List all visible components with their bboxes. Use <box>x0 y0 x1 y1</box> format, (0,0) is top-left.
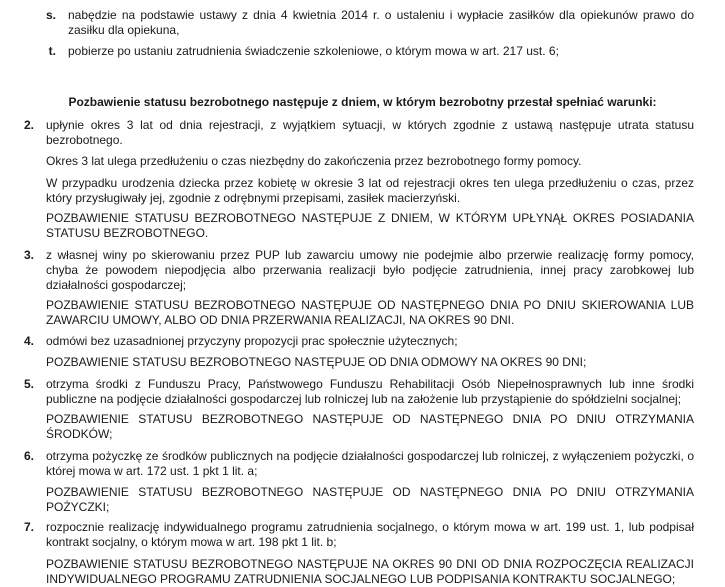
item-paragraph-rule: POZBAWIENIE STATUSU BEZROBOTNEGO NASTĘPUJE OD NASTĘPNEGO DNIA PO DNIU OTRZYMANIA ŚRODKÓW; <box>46 412 694 441</box>
section-heading: Pozbawienie statusu bezrobotnego następuje z dniem, w którym bezrobotny przestał spełniać warunki: <box>68 95 657 109</box>
item-marker: 4. <box>23 334 34 348</box>
item-text: nabędzie na podstawie ustawy z dnia 4 kwietnia 2014 r. o ustaleniu i wypłacie zasiłków dla opiekunów prawo do zasiłku dla opiekuna, <box>68 8 694 37</box>
item-paragraph-rule: POZBAWIENIE STATUSU BEZROBOTNEGO NASTĘPUJE OD NASTĘPNEGO DNIA PO DNIU OTRZYMANIA POŻYCZKI; <box>46 485 694 514</box>
item-paragraph-rule: POZBAWIENIE STATUSU BEZROBOTNEGO NASTĘPUJE Z DNIEM, W KTÓRYM UPŁYNĄŁ OKRES POSIADANIA STATUSU BEZROBOTNEGO. <box>46 211 694 240</box>
item-marker: 5. <box>23 377 34 391</box>
item-marker: 6. <box>23 449 34 463</box>
item-paragraph: Okres 3 lat ulega przedłużeniu o czas niezbędny do zakończenia przez bezrobotnego formy pomocy. <box>46 154 582 168</box>
item-paragraph: odmówi bez uzasadnionej przyczyny propozycji prac społecznie użytecznych; <box>46 334 458 348</box>
item-paragraph: W przypadku urodzenia dziecka przez kobietę w okresie 3 lat od rejestracji okres ten ulega przedłużeniu o czas, przez który przysługiwały jej, zgodnie z odrębnymi przepisami, zasiłek macierzyński. <box>46 176 694 205</box>
item-paragraph: upłynie okres 3 lat od dnia rejestracji, z wyjątkiem sytuacji, w których zgodnie z ustawą następuje utrata statusu bezrobotnego. <box>46 118 694 147</box>
item-paragraph: otrzyma środki z Funduszu Pracy, Państwowego Funduszu Rehabilitacji Osób Niepełnosprawnych lub inne środki publiczne na podjęcie działalności gospodarczej lub rolniczej lub na założenie lub przystąpienie do spółdzielni socjalnej; <box>46 377 694 406</box>
item-text: pobierze po ustaniu zatrudnienia świadczenie szkoleniowe, o którym mowa w art. 217 ust. 6; <box>68 44 559 58</box>
item-paragraph-rule: POZBAWIENIE STATUSU BEZROBOTNEGO NASTĘPUJE OD NASTĘPNEGO DNIA PO DNIU SKIEROWANIA LUB ZAWARCIU UMOWY, ALBO OD DNIA PRZERWANIA REALIZACJI, NA OKRES 90 DNI. <box>46 298 694 327</box>
item-marker: 7. <box>23 520 34 534</box>
item-paragraph-rule: POZBAWIENIE STATUSU BEZROBOTNEGO NASTĘPUJE OD DNIA ODMOWY NA OKRES 90 DNI; <box>46 355 587 369</box>
item-paragraph-rule: POZBAWIENIE STATUSU BEZROBOTNEGO NASTĘPUJE NA OKRES 90 DNI OD DNIA ROZPOCZĘCIA REALIZACJI INDYWIDUALNEGO PROGRAMU ZATRUDNIENIA SOCJALNEGO LUB PODPISANIA KONTRAKTU SOCJALNEGO; <box>46 557 694 586</box>
item-paragraph: otrzyma pożyczkę ze środków publicznych na podjęcie działalności gospodarczej lub rolniczej, z wyłączeniem pożyczki, o której mowa w art. 172 ust. 1 pkt 1 lit. a; <box>46 449 694 478</box>
item-marker: 3. <box>23 248 34 262</box>
item-paragraph: rozpocznie realizację indywidualnego programu zatrudnienia socjalnego, o którym mowa w art. 199 ust. 1, lub podpisał kontrakt socjalny, o którym mowa w art. 198 pkt 1 lit. b; <box>46 520 694 549</box>
item-marker: s. <box>45 8 56 22</box>
item-marker: t. <box>48 44 56 58</box>
item-paragraph: z własnej winy po skierowaniu przez PUP lub zawarciu umowy nie podejmie albo przerwie realizację formy pomocy, chyba że powodem niepodjęcia albo przerwania realizacji było podjęcie zatrudnienia, innej pracy zarobkowej lub działalności gospodarczej; <box>46 248 694 292</box>
item-marker: 2. <box>23 118 34 132</box>
